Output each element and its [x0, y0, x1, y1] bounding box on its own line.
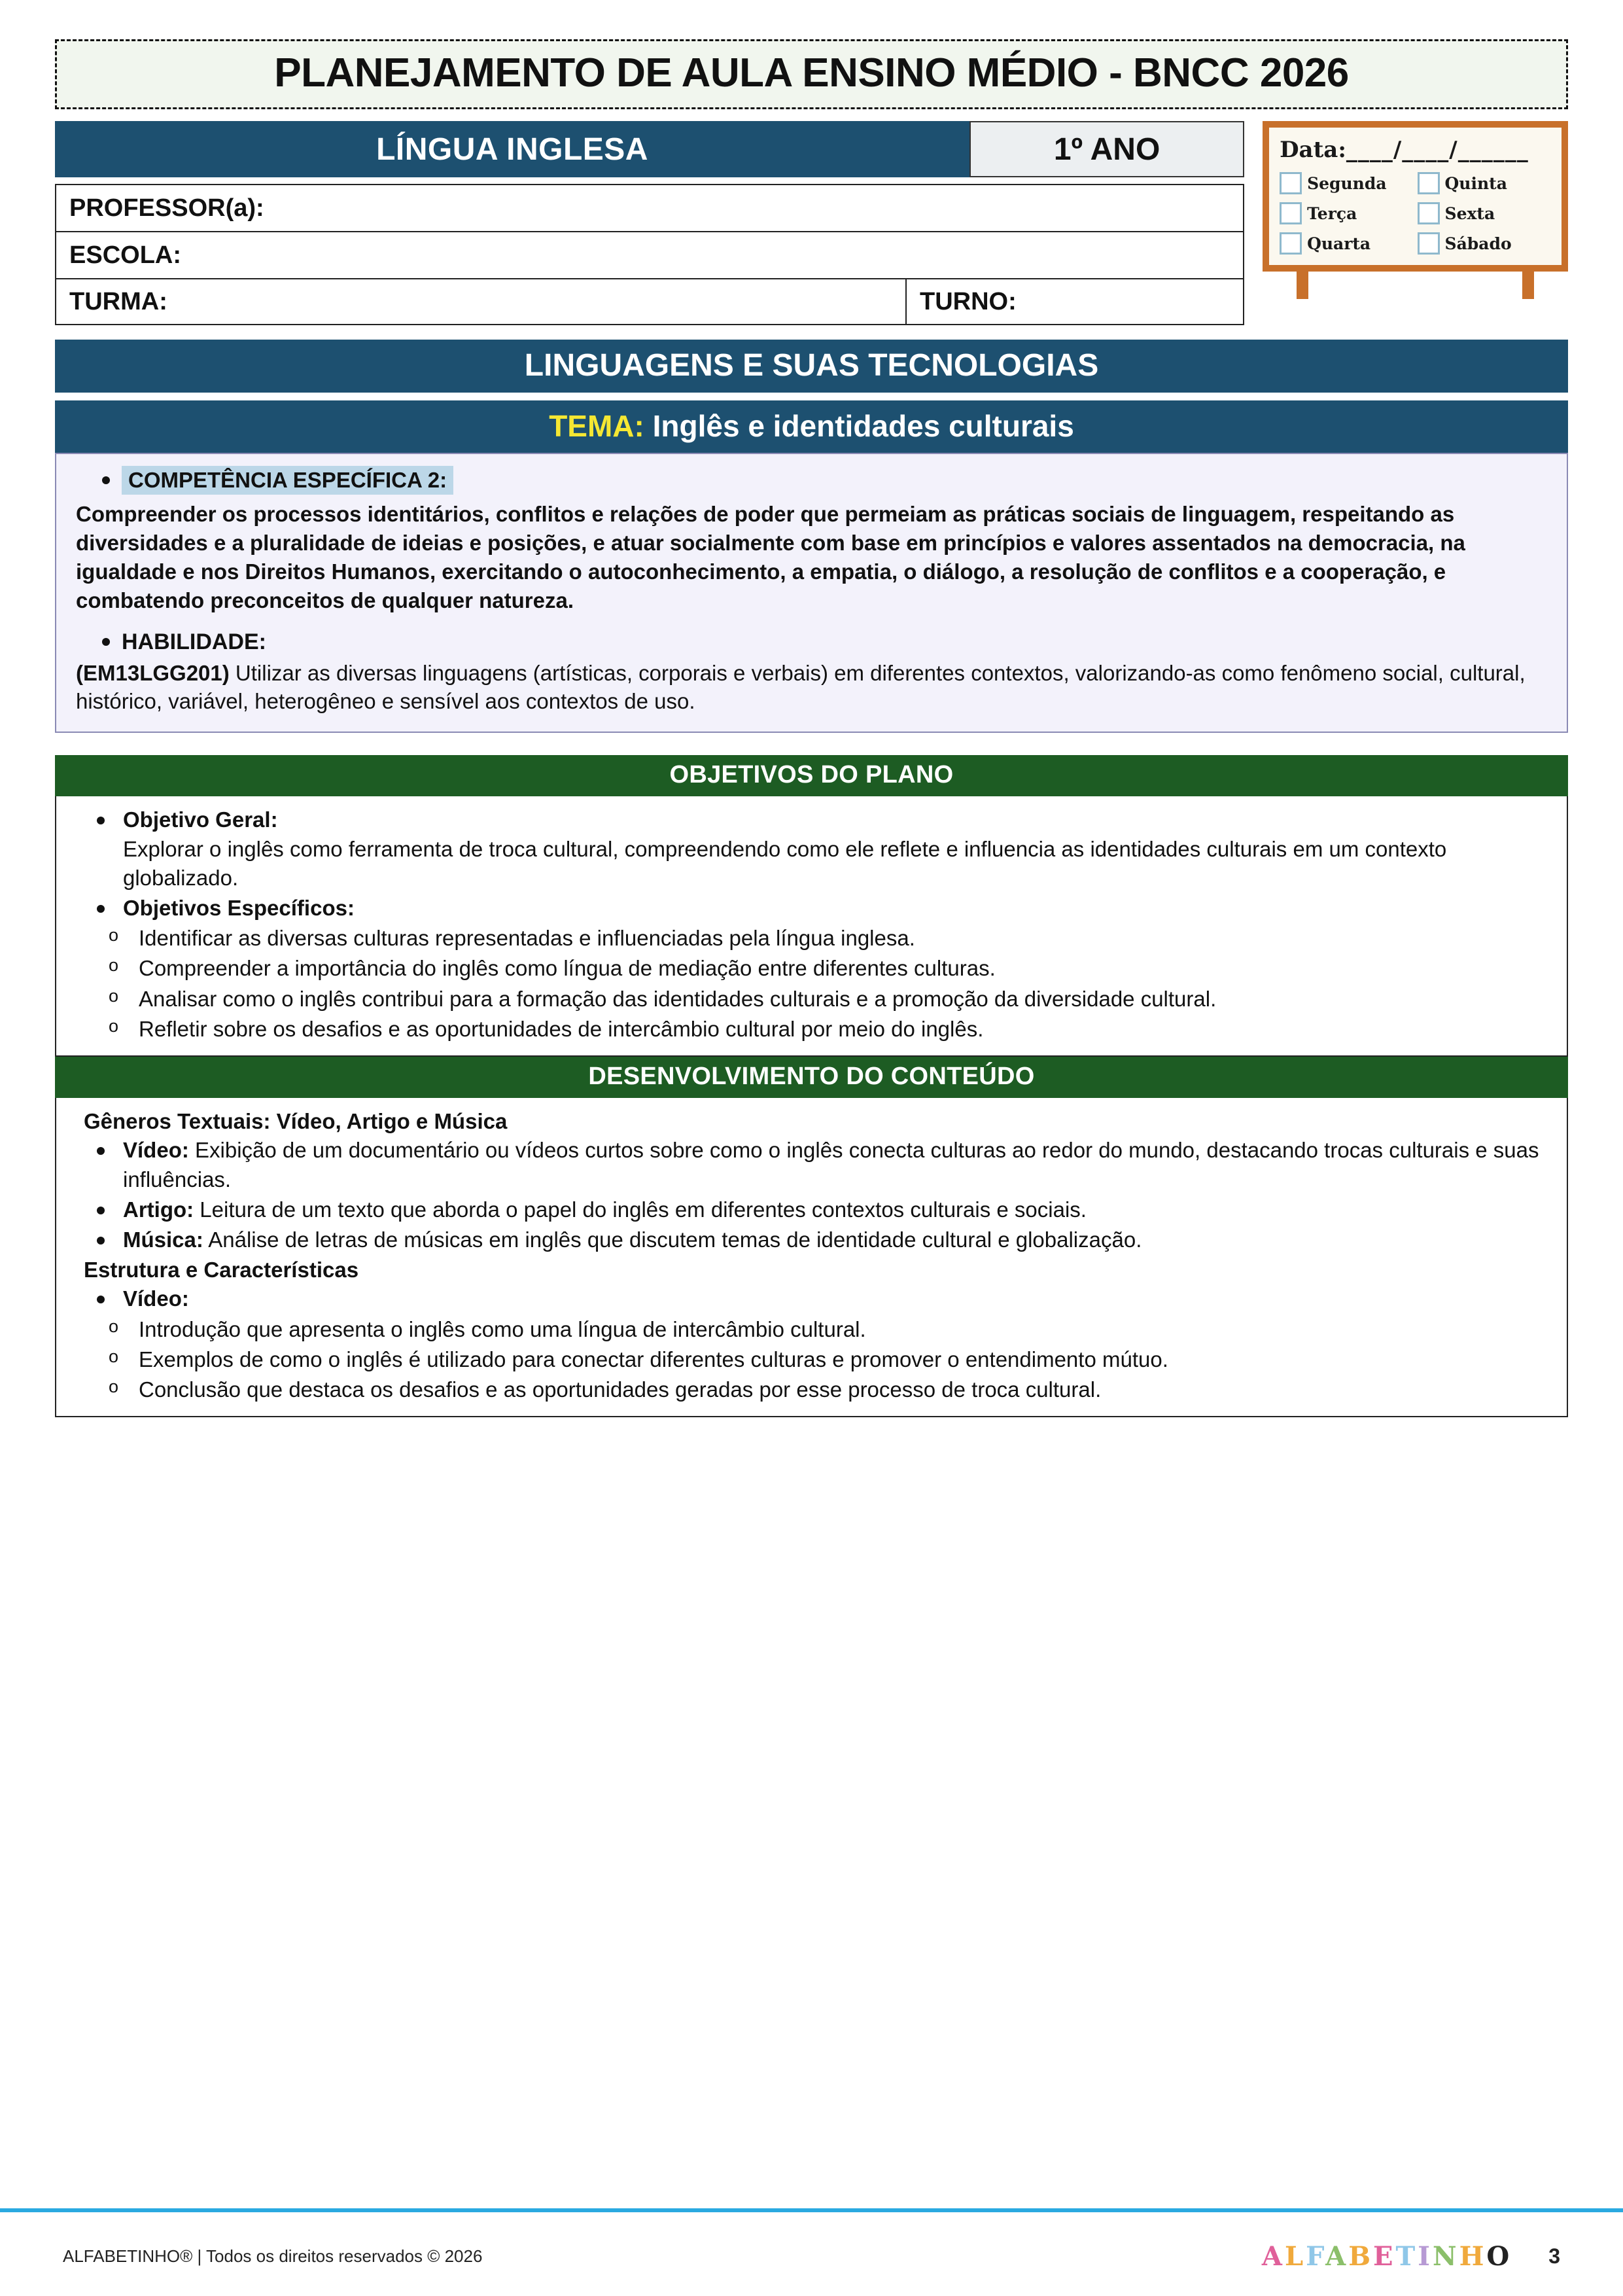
- page-number: 3: [1548, 2244, 1560, 2268]
- weekday-sabado[interactable]: [1418, 232, 1551, 255]
- brand-logo: ALFABETINHO: [1261, 2240, 1512, 2272]
- list-item: o Identificar as diversas culturas representadas e influenciadas pela língua inglesa.: [73, 924, 1550, 953]
- list-item: [73, 1226, 1550, 1254]
- objetivo-geral-label: Objetivo Geral:: [123, 807, 278, 832]
- date-board: [1263, 121, 1568, 299]
- list-item: o Introdução que apresenta o inglês como uma língua de intercâmbio cultural.: [73, 1315, 1550, 1344]
- desenvolvimento-box: [55, 1098, 1568, 1417]
- habilidade-label: HABILIDADE:: [122, 629, 266, 654]
- habilidade-label-row: [102, 629, 1547, 655]
- estrutura-heading: Estrutura e Características: [84, 1258, 359, 1282]
- list-item: o Exemplos de como o inglês é utilizado para conectar diferentes culturas e promover o entendimento mútuo.: [73, 1345, 1550, 1374]
- page-title: [55, 39, 1568, 109]
- weekday-label: Sexta: [1444, 203, 1495, 223]
- subject-band: LÍNGUA INGLESA: [55, 121, 969, 177]
- competence-tag: COMPETÊNCIA ESPECÍFICA 2:: [122, 466, 453, 495]
- list-item: o Refletir sobre os desafios e as oportunidades de intercâmbio cultural por meio do inglês.: [73, 1015, 1550, 1044]
- tema-value: Inglês e identidades culturais: [652, 409, 1074, 444]
- page-title-text: PLANEJAMENTO DE AULA ENSINO MÉDIO - BNCC 2026: [274, 50, 1349, 96]
- list-item: [73, 1284, 1550, 1313]
- objetivos-band: OBJETIVOS DO PLANO: [55, 755, 1568, 796]
- date-label-text: Data:: [1280, 137, 1346, 164]
- estrutura-list: [73, 1284, 1550, 1313]
- list-item: o Conclusão que destaca os desafios e as oportunidades geradas por esse processo de troca cultural.: [73, 1375, 1550, 1404]
- turno-field[interactable]: TURNO:: [920, 287, 1017, 315]
- weekday-label: Sábado: [1444, 234, 1512, 253]
- objetivos-box: [55, 796, 1568, 1057]
- footer-copyright: ALFABETINHO® | Todos os direitos reservados © 2026: [63, 2246, 483, 2266]
- checkbox-icon[interactable]: [1418, 232, 1440, 255]
- habilidade-text: [76, 659, 1547, 716]
- board-leg-right: [1522, 272, 1534, 299]
- objetivo-geral-item: [73, 805, 1550, 892]
- escola-field[interactable]: ESCOLA:: [55, 231, 1244, 278]
- date-label: [1280, 137, 1551, 163]
- tema-label: TEMA:: [549, 409, 644, 444]
- list-item: [73, 1136, 1550, 1193]
- genero-text: Exibição de um documentário ou vídeos curtos sobre como o inglês conecta culturas ao redor do mundo, destacando trocas culturais e suas influências.: [123, 1138, 1539, 1192]
- footer-divider: [0, 2208, 1623, 2212]
- turma-turno-row: [55, 278, 1244, 325]
- weekday-label: Quinta: [1444, 173, 1507, 193]
- genero-label: Vídeo:: [123, 1138, 189, 1163]
- header-identification: [55, 121, 1244, 325]
- estrutura-item-label: Vídeo:: [123, 1286, 189, 1311]
- objetivos-list: [73, 805, 1550, 923]
- objetivo-geral-text: Explorar o inglês como ferramenta de troca cultural, compreendendo como ele reflete e influencia as identidades culturais em um contexto globalizado.: [123, 836, 1447, 890]
- weekday-segunda[interactable]: [1280, 172, 1413, 194]
- competence-box: [55, 453, 1568, 733]
- generos-list: [73, 1136, 1550, 1254]
- area-band: LINGUAGENS E SUAS TECNOLOGIAS: [55, 340, 1568, 393]
- objetivos-especificos-label: Objetivos Específicos:: [123, 896, 355, 920]
- checkbox-icon[interactable]: [1280, 202, 1302, 224]
- estrutura-sublist: [73, 1315, 1550, 1405]
- date-board-frame: [1263, 121, 1568, 272]
- turma-field[interactable]: TURMA:: [56, 279, 907, 324]
- weekday-checklist: [1280, 172, 1551, 255]
- genero-label: Artigo:: [123, 1197, 194, 1222]
- bullet-icon: [102, 638, 110, 646]
- genero-text: Análise de letras de músicas em inglês que discutem temas de identidade cultural e globalização.: [203, 1227, 1142, 1252]
- year-badge: 1º ANO: [969, 121, 1244, 177]
- checkbox-icon[interactable]: [1280, 232, 1302, 255]
- objetivos-especificos-list: [73, 924, 1550, 1044]
- checkbox-icon[interactable]: [1418, 172, 1440, 194]
- weekday-quarta[interactable]: [1280, 232, 1413, 255]
- competence-text: Compreender os processos identitários, conflitos e relações de poder que permeiam as práticas sociais de linguagem, respeitando as diversidades e a pluralidade de ideias e posições, e atuar socialmente com base em princípios e valores assentados na democracia, na igualdade e nos Direitos Humanos, exercitando o autoconhecimento, a empatia, o diálogo, a resolução de conflitos e a cooperação, e combatendo preconceitos de qualquer natureza.: [76, 502, 1465, 612]
- weekday-sexta[interactable]: [1418, 202, 1551, 224]
- list-item: o Analisar como o inglês contribui para a formação das identidades culturais e a promoção da diversidade cultural.: [73, 985, 1550, 1014]
- habilidade-description: Utilizar as diversas linguagens (artísticas, corporais e verbais) em diferentes contextos, valorizando-as como fenômeno social, cultural, histórico, variável, heterogêneo e sensível aos contextos de uso.: [76, 660, 1526, 714]
- bullet-icon: [102, 476, 110, 484]
- checkbox-icon[interactable]: [1280, 172, 1302, 194]
- checkbox-icon[interactable]: [1418, 202, 1440, 224]
- genero-label: Música:: [123, 1227, 203, 1252]
- tema-band: [55, 400, 1568, 453]
- page-footer: [0, 2216, 1623, 2296]
- subject-year-row: [55, 121, 1244, 177]
- professor-field[interactable]: PROFESSOR(a):: [55, 184, 1244, 231]
- objetivos-especificos-item: [73, 894, 1550, 923]
- genero-text: Leitura de um texto que aborda o papel do inglês em diferentes contextos culturais e sociais.: [194, 1197, 1087, 1222]
- header-row: [55, 121, 1568, 325]
- list-item: [73, 1195, 1550, 1224]
- weekday-label: Segunda: [1307, 173, 1387, 193]
- date-blank-line: ____/____/______: [1346, 137, 1529, 164]
- board-leg-left: [1297, 272, 1308, 299]
- board-legs: [1263, 272, 1568, 299]
- weekday-label: Quarta: [1307, 234, 1371, 253]
- weekday-label: Terça: [1307, 203, 1357, 223]
- competence-tag-row: [102, 466, 1547, 495]
- generos-heading: Gêneros Textuais: Vídeo, Artigo e Música: [84, 1109, 508, 1134]
- desenvolvimento-band: DESENVOLVIMENTO DO CONTEÚDO: [55, 1057, 1568, 1098]
- weekday-quinta[interactable]: [1418, 172, 1551, 194]
- weekday-terca[interactable]: [1280, 202, 1413, 224]
- list-item: o Compreender a importância do inglês como língua de mediação entre diferentes culturas.: [73, 954, 1550, 983]
- habilidade-code: (EM13LGG201): [76, 660, 230, 685]
